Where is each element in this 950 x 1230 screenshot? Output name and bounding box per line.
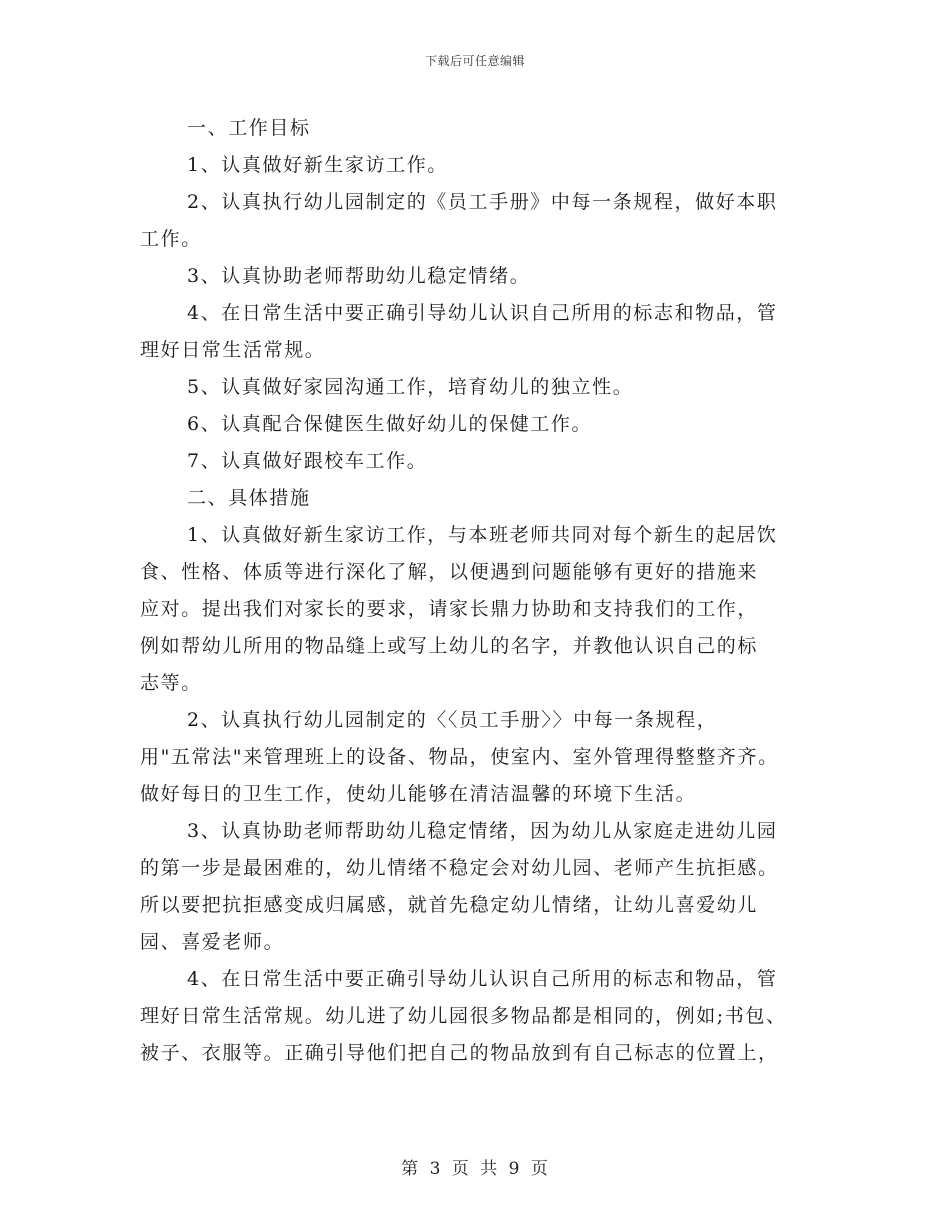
text-line: 2、认真执行幼儿园制定的〈〈员工手册〉〉中每一条规程， — [187, 709, 718, 731]
text-line: 理好日常生活常规。 — [140, 339, 326, 361]
text-line: 理好日常生活常规。幼儿进了幼儿园很多物品都是相同的，例如;书包、 — [140, 1005, 787, 1027]
text-line: 做好每日的卫生工作，使幼儿能够在清洁温馨的环境下生活。 — [140, 783, 697, 805]
text-line: 3、认真协助老师帮助幼儿稳定情绪。 — [187, 265, 531, 287]
text-line: 志等。 — [140, 672, 202, 694]
text-line: 应对。提出我们对家长的要求，请家长鼎力协助和支持我们的工作， — [140, 598, 759, 620]
text-line: 1、认真做好新生家访工作。 — [187, 154, 448, 176]
text-line: 例如帮幼儿所用的物品缝上或写上幼儿的名字，并教他认识自己的标 — [140, 635, 759, 657]
text-line: 4、在日常生活中要正确引导幼儿认识自己所用的标志和物品，管 — [187, 968, 778, 990]
text-line: 4、在日常生活中要正确引导幼儿认识自己所用的标志和物品，管 — [187, 302, 778, 324]
document-body — [140, 110, 812, 1072]
text-line: 一、工作目标 — [187, 117, 311, 139]
text-line: 所以要把抗拒感变成归属感，就首先稳定幼儿情绪，让幼儿喜爱幼儿 — [140, 894, 759, 916]
text-line: 用"五常法"来管理班上的设备、物品，使室内、室外管理得整整齐齐。 — [140, 746, 779, 768]
text-line: 6、认真配合保健医生做好幼儿的保健工作。 — [187, 413, 593, 435]
text-line: 食、性格、体质等进行深化了解，以便遇到问题能够有更好的措施来 — [140, 561, 759, 583]
page-header: 下载后可任意编辑 — [424, 54, 525, 68]
text-line: 工作。 — [140, 228, 202, 250]
text-line: 5、认真做好家园沟通工作，培育幼儿的独立性。 — [187, 376, 634, 398]
text-line: 1、认真做好新生家访工作，与本班老师共同对每个新生的起居饮 — [187, 524, 778, 546]
page-footer: 第 3 页 共 9 页 — [401, 1159, 549, 1179]
text-line: 2、认真执行幼儿园制定的《员工手册》中每一条规程，做好本职 — [187, 191, 778, 213]
text-line: 的第一步是最困难的，幼儿情绪不稳定会对幼儿园、老师产生抗拒感。 — [140, 857, 779, 879]
text-line: 7、认真做好跟校车工作。 — [187, 450, 428, 472]
text-line: 3、认真协助老师帮助幼儿稳定情绪，因为幼儿从家庭走进幼儿园 — [187, 820, 778, 842]
text-line: 被子、衣服等。正确引导他们把自己的物品放到有自己标志的位置上， — [140, 1042, 779, 1064]
text-line: 二、具体措施 — [187, 487, 311, 509]
text-line: 园、喜爱老师。 — [140, 931, 285, 953]
